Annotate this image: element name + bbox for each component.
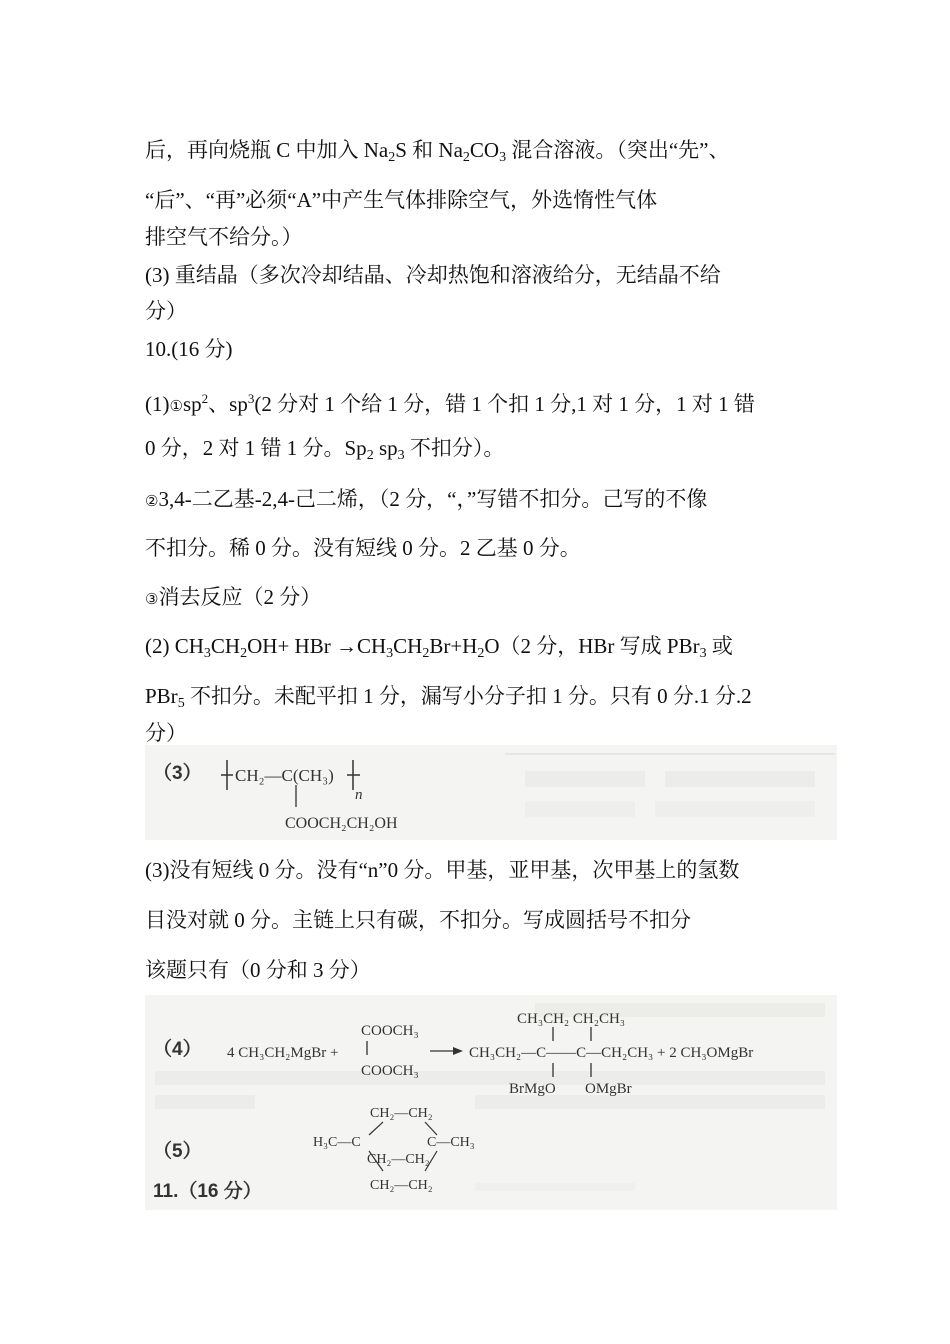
- question-11-label: 11.（16 分）: [153, 1181, 262, 1202]
- text: 不扣分。未配平扣 1 分，漏写小分子扣 1 分。只有 0 分.1 分.2: [184, 684, 752, 708]
- scan-artifact: [655, 801, 815, 817]
- subscript: 2: [422, 646, 430, 661]
- text: (3) 重结晶（多次冷却结晶、冷却热饱和溶液给分，无结晶不给: [145, 263, 721, 287]
- subscript: 2: [477, 646, 485, 661]
- text: 排空气不给分。）: [145, 225, 303, 249]
- polymer-structure-drawing: [145, 745, 837, 840]
- subscript: 3: [386, 646, 394, 661]
- scan-artifact: [155, 1071, 825, 1085]
- text: 消去反应（2 分）: [158, 585, 322, 609]
- text: 分）: [145, 299, 187, 323]
- text: O（2 分，HBr 写成 PBr: [484, 634, 700, 658]
- bromomagnesium-oxide-left: BrMgO: [509, 1081, 556, 1097]
- text: 分）: [145, 721, 187, 745]
- text: 该题只有（0 分和 3 分）: [145, 958, 371, 982]
- text: S 和 Na: [395, 138, 463, 162]
- line-10: [145, 535, 581, 561]
- scan-artifact: [525, 801, 635, 817]
- text: “后”、“再”必须“A”中产生气体排除空气，外选惰性气体: [145, 188, 658, 212]
- line-12: [145, 633, 733, 667]
- text: (1): [145, 392, 170, 416]
- text: sp: [182, 392, 202, 416]
- line-15: [145, 857, 739, 883]
- figure-4-label: （4）: [153, 1039, 202, 1060]
- text: (3)没有短线 0 分。没有“n”0 分。甲基，亚甲基，次甲基上的氢数: [145, 858, 740, 882]
- line-3: [145, 224, 303, 250]
- text: 、sp: [208, 392, 248, 416]
- line-8: [145, 435, 504, 469]
- line-14: [145, 720, 187, 746]
- text: OH+ HBr →CH: [247, 634, 387, 658]
- text: 不扣分。稀 0 分。没有短线 0 分。2 乙基 0 分。: [145, 536, 581, 560]
- subscript: 3: [397, 448, 405, 463]
- scan-artifact: [475, 1095, 825, 1109]
- ester-top: COOCH₃: [361, 1023, 419, 1039]
- scan-artifact: [665, 771, 815, 787]
- text: CO: [469, 138, 500, 162]
- line-17: [145, 957, 371, 983]
- line-11: [145, 584, 321, 613]
- figure-3-label: （3）: [153, 763, 202, 784]
- subscript: 2: [240, 646, 248, 661]
- text: CH: [210, 634, 241, 658]
- ring-middle: CH₂—CH₂: [367, 1152, 430, 1167]
- text: (2) CH: [145, 634, 204, 658]
- text: 目没对就 0 分。主链上只有碳，不扣分。写成圆括号不扣分: [145, 908, 691, 932]
- scan-artifact: [155, 1095, 255, 1109]
- ring-top: CH₂—CH₂: [370, 1106, 433, 1121]
- line-9: [145, 486, 707, 515]
- subscript: 2: [366, 448, 374, 463]
- line-2: [145, 187, 657, 213]
- line-5: [145, 298, 187, 324]
- subscript: 3: [203, 646, 211, 661]
- text: 3,4-二乙基-2,4-己二烯，（2 分，“，”写错不扣分。己写的不像: [158, 487, 708, 511]
- line-4: [145, 262, 721, 288]
- polymer-structure-figure: [145, 745, 837, 840]
- bond-line: [369, 1122, 383, 1135]
- text: 10.(16 分): [145, 337, 233, 361]
- line-6: [145, 336, 233, 362]
- text: (2 分对 1 个给 1 分，错 1 个扣 1 分,1 对 1 分，1 对 1 错: [254, 392, 755, 416]
- reaction-structure-drawing: [145, 995, 837, 1210]
- text: 0 分，2 对 1 错 1 分。Sp: [145, 436, 367, 460]
- line-13: [145, 683, 752, 717]
- ring-bottom: CH₂—CH₂: [370, 1178, 433, 1193]
- side-chain: COOCH₂CH₂OH: [285, 815, 398, 832]
- subscript: 3: [499, 150, 507, 165]
- grignard-reactant: 4 CH₃CH₂MgBr +: [227, 1045, 339, 1061]
- circled-number: ①: [169, 399, 183, 415]
- ring-right: C—CH₃: [427, 1135, 475, 1150]
- bromomagnesium-oxide-right: OMgBr: [585, 1081, 632, 1097]
- subscript: 2: [388, 150, 396, 165]
- scan-artifact: [505, 753, 835, 755]
- superscript: 2: [201, 391, 209, 406]
- circled-number: ③: [145, 592, 159, 608]
- reaction-structure-figure: [145, 995, 837, 1210]
- repeat-n: n: [355, 787, 363, 803]
- text: CH: [393, 634, 423, 658]
- superscript: 3: [247, 391, 255, 406]
- line-7: [145, 386, 755, 420]
- bond-line: [425, 1122, 437, 1135]
- subscript: 3: [699, 646, 707, 661]
- figure-5-label: （5）: [153, 1141, 202, 1162]
- top-ethyl-groups: CH₃CH₂ CH₂CH₃: [517, 1011, 626, 1027]
- product-main-chain: CH₃CH₂—C——C—CH₂CH₃ + 2 CH₃OMgBr: [469, 1045, 754, 1061]
- ester-bottom: COOCH₃: [361, 1063, 419, 1079]
- subscript: 2: [462, 150, 470, 165]
- line-1: [145, 137, 730, 171]
- text: PBr: [145, 684, 178, 708]
- scan-artifact: [475, 1183, 635, 1191]
- line-16: [145, 907, 691, 933]
- arrow-head: [453, 1047, 463, 1055]
- text: 或: [706, 634, 733, 658]
- text: 不扣分）。: [404, 436, 505, 460]
- text: Br+H: [429, 634, 478, 658]
- text: 后，再向烧瓶 C 中加入 Na: [145, 138, 389, 162]
- circled-number: ②: [145, 494, 159, 510]
- text: sp: [373, 436, 398, 460]
- subscript: 5: [177, 696, 185, 711]
- scan-artifact: [525, 771, 645, 787]
- text: 混合溶液。（突出“先”、: [506, 138, 730, 162]
- polymer-chain: CH₂—C(CH₃): [235, 766, 334, 785]
- ring-left: H₃C—C: [313, 1135, 361, 1150]
